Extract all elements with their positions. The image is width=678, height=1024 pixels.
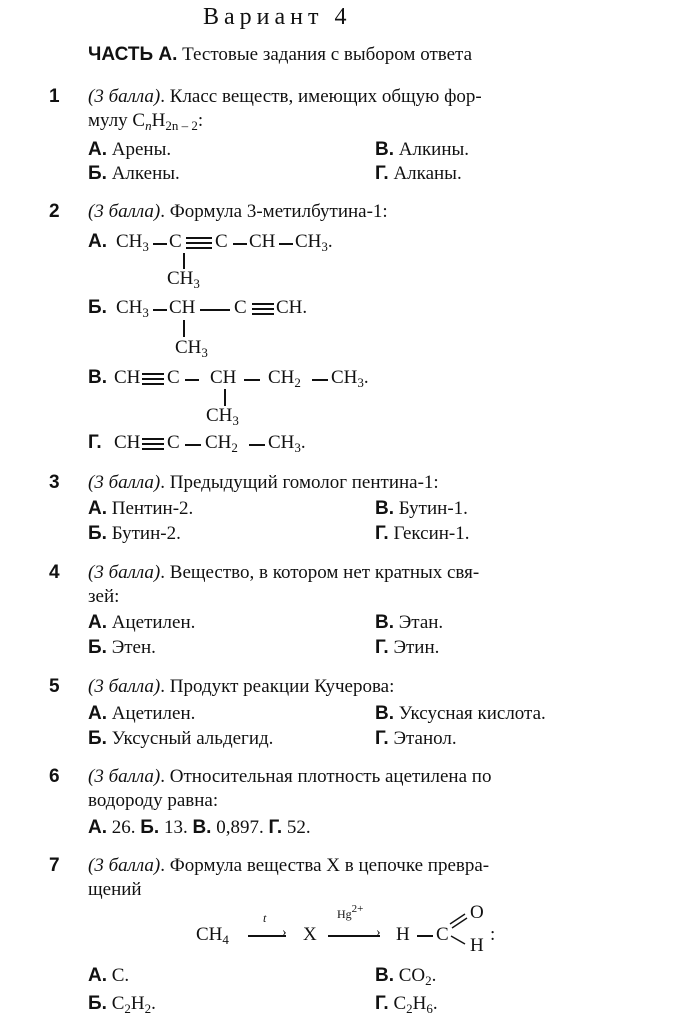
q7-arrow-2: [328, 935, 380, 937]
q2-option-a-label: А.: [88, 231, 107, 252]
q1-text-line2: [88, 110, 203, 132]
q2a-branch-ch3: $CH_3$: [167, 268, 200, 291]
q1-formula-sub: 2n – 2: [165, 118, 198, 133]
q2a-bond-3: [279, 243, 293, 245]
q7-number: 7: [49, 855, 60, 876]
q7-option-b: Б. $C_2H_2$.: [88, 993, 156, 1016]
q7-scheme-t: t: [263, 911, 267, 925]
q4-option-a: А. Ацетилен.: [88, 612, 196, 633]
q2a-ch: CH: [249, 231, 276, 252]
q4-option-g: Г. Этин.: [375, 637, 440, 658]
q2-text: [88, 201, 388, 223]
q2v-triple-c: [142, 383, 164, 385]
q2b-bond-1: [153, 309, 167, 311]
q2v-triple-a: [142, 373, 164, 375]
q2v-ch3-end: $CH_3$.: [331, 367, 369, 390]
q2g-triple-a: [142, 438, 164, 440]
q5-option-v: В. Уксусная кислота.: [375, 703, 546, 724]
q1-g-label: Г.: [375, 163, 389, 184]
q6-text-line2: водороду равна:: [88, 790, 219, 811]
q6-a-value: 26.: [111, 817, 136, 838]
q2a-ch3-end: $CH_3$.: [295, 231, 333, 254]
q7-arrow-2-head: ›: [376, 925, 381, 940]
q6-options: [88, 817, 311, 839]
q2-question: . Формула 3-метилбутина-1:: [160, 201, 388, 222]
q5-option-b: Б. Уксусный альдегид.: [88, 728, 274, 749]
q7-scheme-h: H: [396, 924, 410, 945]
q6-text-line1: [88, 766, 491, 788]
q2a-c2: C: [215, 231, 228, 252]
q6-a-label: А.: [88, 817, 107, 838]
q2v-ch: CH: [114, 367, 141, 388]
q7-scheme-colon: :: [490, 924, 496, 945]
q3-text: [88, 472, 439, 494]
q1-v-value: Алкины.: [398, 139, 470, 160]
q2a-triple-bond-a: [186, 237, 212, 239]
q6-question: . Относительная плотность ацетилена по: [160, 766, 492, 787]
q1-b-value: Алкены.: [111, 163, 180, 184]
q1-option-g: [375, 163, 462, 185]
q7-points: (3 балла): [88, 855, 161, 876]
q2g-bond-1: [185, 444, 201, 446]
q7-arrow-1-head: ›: [282, 925, 287, 940]
q1-option-v: [375, 139, 469, 161]
q2v-vertical-bond: [224, 389, 226, 406]
q7-option-g: Г. $C_2H_6$.: [375, 993, 438, 1016]
q1-colon: :: [197, 110, 204, 131]
q2b-c: C: [234, 297, 247, 318]
q1-g-value: Алканы.: [393, 163, 462, 184]
q2b-branch-ch3: $CH_3$: [175, 337, 208, 360]
q4-number: 4: [49, 562, 60, 583]
q2b-bond-2: [200, 309, 230, 311]
q2-option-b-label: Б.: [88, 297, 107, 318]
q1-number: 1: [49, 86, 60, 107]
q4-question: . Вещество, в котором нет кратных свя-: [160, 562, 480, 583]
q2a-ch3: $CH_3$: [116, 231, 149, 254]
q7-question: . Формула вещества X в цепочке превра-: [160, 855, 490, 876]
part-text: Тестовые задания с выбором ответа: [182, 44, 473, 65]
q1-a-value: Арены.: [111, 139, 172, 160]
part-heading: [88, 44, 472, 66]
q2v-bond-2: [244, 379, 260, 381]
q2a-bond-2: [233, 243, 247, 245]
q1-text: . Класс веществ, имеющих общую фор-: [160, 86, 482, 107]
q2v-ch2b: $CH_2$: [268, 367, 301, 390]
q7-option-a: А. C.: [88, 965, 130, 986]
q7-scheme-h2: H: [470, 935, 484, 956]
q1-option-a: [88, 139, 171, 161]
q6-v-label: В.: [192, 817, 212, 838]
q3-option-g: Г. Гексин-1.: [375, 523, 470, 544]
q2b-triple-c: [252, 313, 274, 315]
part-label: ЧАСТЬ А.: [88, 44, 178, 65]
q2v-triple-b: [142, 378, 164, 380]
q4-text-line1: [88, 562, 479, 584]
q5-number: 5: [49, 676, 60, 697]
q1-a-label: А.: [88, 139, 107, 160]
q2b-ch: CH: [169, 297, 196, 318]
q7-text-line2: щений: [88, 879, 142, 900]
q3-question: . Предыдущий гомолог пентина-1:: [160, 472, 439, 493]
q7-scheme-catalyst: $Hg^{2+}$: [337, 903, 364, 921]
q6-points: (3 балла): [88, 766, 161, 787]
q2b-triple-a: [252, 303, 274, 305]
q2b-ch3: $CH_3$: [116, 297, 149, 320]
q2b-ch-end: CH.: [276, 297, 308, 318]
q5-option-a: А. Ацетилен.: [88, 703, 196, 724]
q2v-bond-3: [312, 379, 328, 381]
q5-option-g: Г. Этанол.: [375, 728, 457, 749]
q2g-triple-b: [142, 443, 164, 445]
q2a-triple-bond-c: [186, 247, 212, 249]
q2v-branch-ch3: $CH_3$: [206, 405, 239, 428]
q7-arrow-1: [248, 935, 286, 937]
q5-text: [88, 676, 394, 698]
q2g-ch3-end: $CH_3$.: [268, 432, 306, 455]
q1-option-b: [88, 163, 180, 185]
q1-b-label: Б.: [88, 163, 107, 184]
q6-g-value: 52.: [286, 817, 311, 838]
q6-b-label: Б.: [140, 817, 160, 838]
q2g-ch2: $CH_2$: [205, 432, 238, 455]
q3-option-v: В. Бутин-1.: [375, 498, 468, 519]
q2g-bond-2: [249, 444, 265, 446]
q7-scheme-x: X: [303, 924, 317, 945]
q2g-triple-c: [142, 448, 164, 450]
q5-points: (3 балла): [88, 676, 161, 697]
q3-option-a: А. Пентин-2.: [88, 498, 194, 519]
q2-number: 2: [49, 201, 60, 222]
q2-option-g-label: Г.: [88, 432, 102, 453]
q2g-c: C: [167, 432, 180, 453]
q6-number: 6: [49, 766, 60, 787]
q6-v-value: 0,897.: [216, 817, 264, 838]
q1-points: (3 балла): [88, 86, 161, 107]
q6-g-label: Г.: [268, 817, 283, 838]
q3-number: 3: [49, 472, 60, 493]
q2b-vertical-bond: [183, 320, 185, 337]
variant-title: Вариант 4: [203, 4, 352, 30]
q2v-ch2: CH: [210, 367, 237, 388]
q2v-c: C: [167, 367, 180, 388]
q2a-vertical-bond: [183, 253, 185, 269]
q1-text-line1: [88, 86, 482, 108]
q4-points: (3 балла): [88, 562, 161, 583]
q6-b-value: 13.: [163, 817, 188, 838]
q1-n: n: [145, 118, 152, 133]
q2-points: (3 балла): [88, 201, 161, 222]
q7-text-line1: [88, 855, 489, 877]
q7-scheme-bond: [417, 935, 433, 937]
q2-option-v-label: В.: [88, 367, 107, 388]
q1-formula-c: мулу C: [88, 110, 146, 131]
q2a-c1: C: [169, 231, 182, 252]
q2a-bond-1: [153, 243, 167, 245]
q2g-ch: CH: [114, 432, 141, 453]
q1-v-label: В.: [375, 139, 394, 160]
q7-option-v: В. $CO_2$.: [375, 965, 437, 988]
q7-scheme-c: C: [436, 924, 449, 945]
q4-option-v: В. Этан.: [375, 612, 444, 633]
q2v-bond-1: [185, 379, 199, 381]
q1-formula-h: H: [151, 110, 166, 131]
q4-text-line2: зей:: [88, 586, 120, 607]
q5-question: . Продукт реакции Кучерова:: [160, 676, 395, 697]
q7-scheme-o: O: [470, 902, 484, 923]
q2a-triple-bond-b: [186, 242, 212, 244]
q7-scheme-ch4: $CH_4$: [196, 924, 229, 947]
q2b-triple-b: [252, 308, 274, 310]
q3-option-b: Б. Бутин-2.: [88, 523, 181, 544]
q3-points: (3 балла): [88, 472, 161, 493]
q4-option-b: Б. Этен.: [88, 637, 156, 658]
